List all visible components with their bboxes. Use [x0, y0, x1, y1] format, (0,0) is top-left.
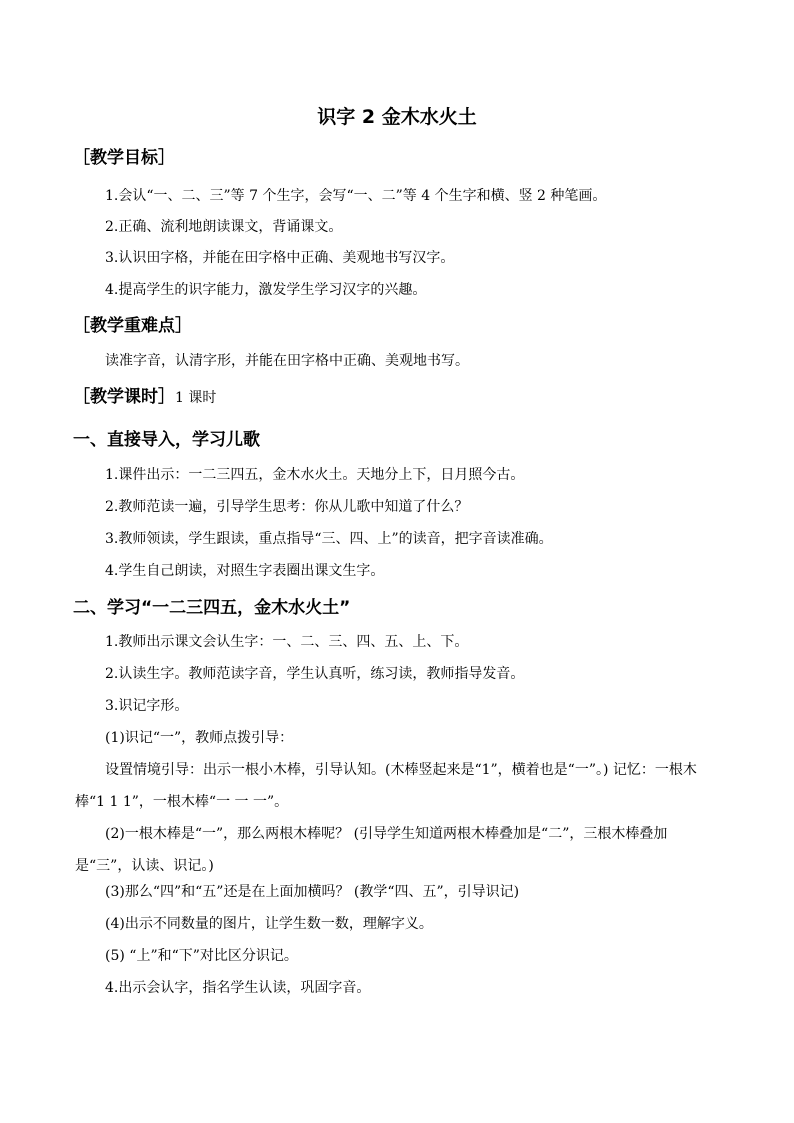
part2-item: (5) “上”和“下”对比区分识记。 — [105, 948, 298, 964]
part2-item: (4)出示不同数量的图片，让学生数一数，理解字义。 — [105, 916, 433, 932]
goal-item: 3.认识田字格，并能在田字格中正确、美观地书写汉字。 — [105, 250, 455, 266]
part2-heading: 二、学习“一二三四五，金木水火土” — [73, 598, 351, 618]
difficulty-text: 读准字音，认清字形，并能在田字格中正确、美观地书写。 — [105, 353, 469, 369]
part1-item: 1.课件出示：一二三四五，金木水火土。天地分上下，日月照今古。 — [105, 467, 525, 483]
hours-value: 1 课时 — [175, 390, 217, 406]
part2-item: (3)那么“四”和“五”还是在上面加横吗？ (教学“四、五”，引导识记) — [105, 884, 520, 900]
part2-item: 1.教师出示课文会认生字：一、二、三、四、五、上、下。 — [105, 634, 469, 650]
hours-heading — [73, 385, 216, 410]
part2-item: 2.认读生字。教师范读字音，学生认真听，练习读，教师指导发音。 — [105, 666, 525, 682]
goals-heading-text: ［教学目标］ — [73, 148, 175, 168]
part1-item: 2.教师范读一遍，引导学生思考：你从儿歌中知道了什么？ — [105, 499, 469, 515]
part2-paragraph: (2)一根木棒是“一”，那么两根木棒呢？ (引导学生知道两根木棒叠加是“二”，三根木棒叠加是“三”，认读、识记。) — [75, 826, 668, 874]
hours-heading-text: ［教学课时］ — [73, 387, 175, 407]
part1-item: 4.学生自己朗读，对照生字表圈出课文生字。 — [105, 563, 385, 579]
goal-item: 4.提高学生的识字能力，激发学生学习汉字的兴趣。 — [105, 282, 427, 298]
page-title: 识字 2 金木水火土 — [317, 106, 477, 128]
part2-item: 3.识记字形。 — [105, 698, 189, 714]
part1-heading: 一、直接导入，学习儿歌 — [73, 430, 260, 450]
part2-item: (1)识记“一”，教师点拨引导： — [105, 730, 294, 746]
goal-item: 1.会认“一、二、三”等 7 个生字，会写“一、二”等 4 个生字和横、竖 2 种笔画。 — [105, 188, 607, 204]
difficulty-heading — [73, 314, 192, 338]
goals-heading — [73, 146, 175, 170]
part2-item: 4.出示会认字，指名学生认读，巩固字音。 — [105, 980, 371, 996]
difficulty-heading-text: ［教学重难点］ — [73, 316, 192, 336]
part1-item: 3.教师领读，学生跟读，重点指导“三、四、上”的读音，把字音读准确。 — [105, 531, 553, 547]
part2-paragraph: 设置情境引导：出示一根小木棒，引导认知。(木棒竖起来是“1”，横着也是“一”。) 记忆：一根木棒“1 1 1”，一根木棒“一 一 一”。 — [75, 762, 697, 810]
goal-item: 2.正确、流利地朗读课文，背诵课文。 — [105, 219, 343, 235]
